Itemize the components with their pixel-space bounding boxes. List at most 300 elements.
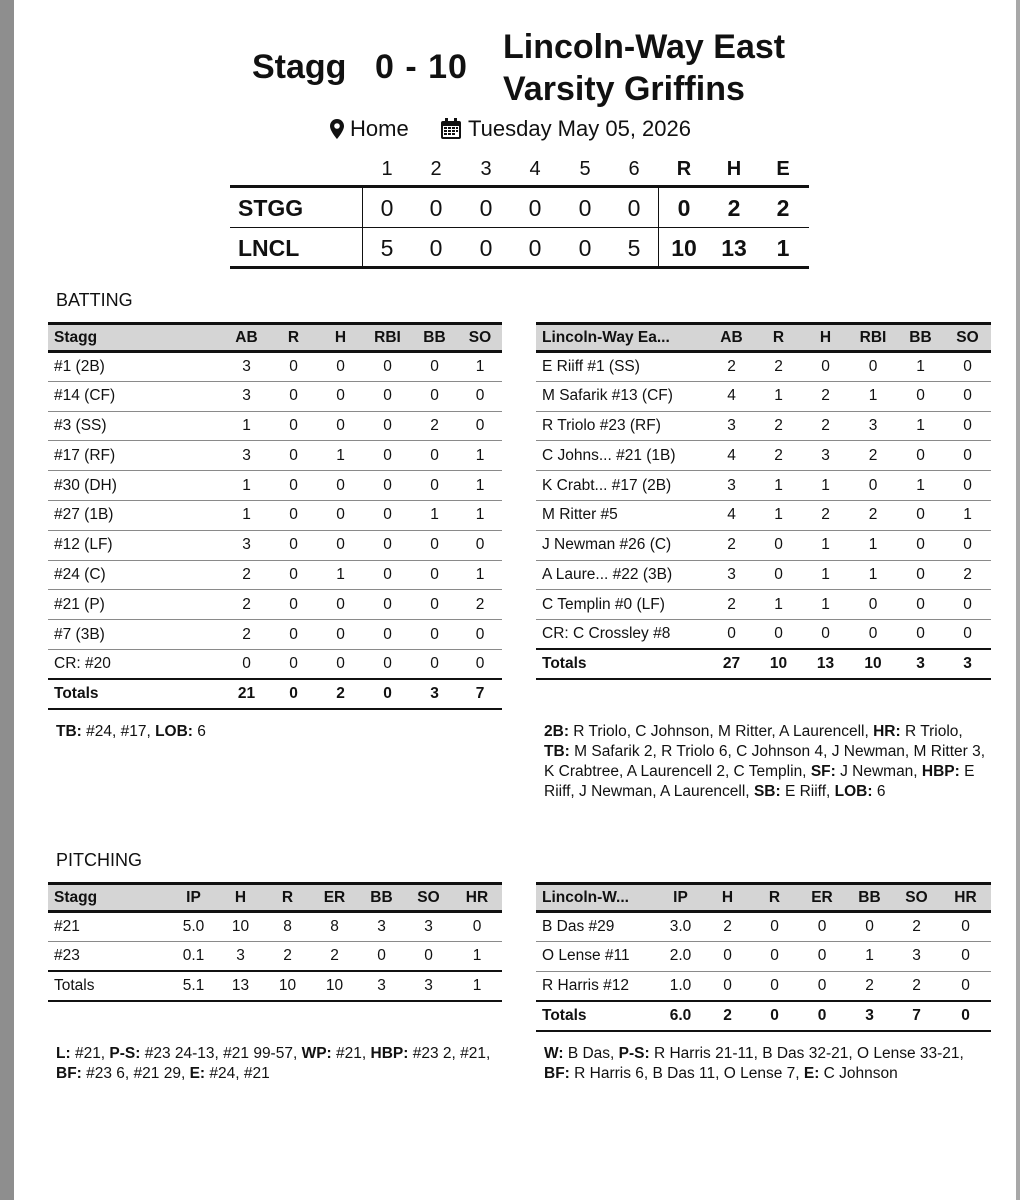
totals-label: Totals bbox=[48, 679, 223, 709]
table-row bbox=[48, 912, 502, 942]
stat-cell: 2 bbox=[893, 912, 940, 942]
note-text: 6 bbox=[872, 783, 886, 800]
linescore-team: LNCL bbox=[238, 235, 300, 261]
column-header: BB bbox=[897, 324, 944, 352]
stat-cell: 0 bbox=[411, 530, 458, 560]
stat-cell: 2 bbox=[708, 590, 755, 620]
totals-cell: 21 bbox=[223, 679, 270, 709]
column-header: Lincoln-W... bbox=[536, 884, 657, 912]
note-label: TB: bbox=[56, 723, 82, 740]
game-date bbox=[440, 116, 691, 142]
date-text: Tuesday May 05, 2026 bbox=[468, 116, 691, 141]
totals-cell: 3 bbox=[411, 679, 458, 709]
home-team-name: Stagg bbox=[252, 48, 347, 86]
player-name: #12 (LF) bbox=[48, 530, 223, 560]
stat-cell: 0 bbox=[944, 441, 991, 471]
stat-cell: 0 bbox=[755, 620, 802, 650]
totals-cell: 10 bbox=[849, 649, 897, 679]
stat-cell: 2 bbox=[708, 530, 755, 560]
player-name: #24 (C) bbox=[48, 560, 223, 590]
stat-cell: 1 bbox=[755, 381, 802, 411]
note-label: HBP: bbox=[921, 763, 960, 780]
column-header: HR bbox=[940, 884, 991, 912]
player-name: CR: #20 bbox=[48, 649, 223, 679]
stat-cell: 0 bbox=[364, 411, 411, 441]
note-label: SF: bbox=[810, 763, 836, 780]
totals-row bbox=[536, 649, 991, 679]
stat-cell: 0 bbox=[270, 560, 317, 590]
player-name: CR: C Crossley #8 bbox=[536, 620, 708, 650]
stat-cell: 0 bbox=[317, 352, 364, 382]
stat-cell: 0 bbox=[317, 381, 364, 411]
stat-cell: 0 bbox=[751, 971, 798, 1001]
game-location bbox=[330, 116, 409, 142]
player-name: R Harris #12 bbox=[536, 971, 657, 1001]
stat-cell: 0 bbox=[849, 590, 897, 620]
stat-cell: 8 bbox=[311, 912, 358, 942]
totals-cell: 13 bbox=[802, 649, 849, 679]
stat-cell: 2 bbox=[755, 441, 802, 471]
note-label: E: bbox=[803, 1065, 820, 1082]
stat-cell: 0 bbox=[364, 471, 411, 501]
stat-cell: 2 bbox=[223, 560, 270, 590]
stat-cell: 0 bbox=[751, 912, 798, 942]
stat-cell: 0 bbox=[270, 500, 317, 530]
stat-cell: 3 bbox=[708, 471, 755, 501]
totals-cell: 3 bbox=[846, 1001, 893, 1031]
note-text: #21, bbox=[331, 1045, 371, 1062]
totals-cell: 0 bbox=[270, 679, 317, 709]
stat-cell: 1 bbox=[317, 441, 364, 471]
stat-cell: 1 bbox=[897, 411, 944, 441]
stat-cell: 2 bbox=[458, 590, 502, 620]
stat-cell: 0 bbox=[317, 411, 364, 441]
linescore-errors: 2 bbox=[776, 195, 790, 221]
column-header: H bbox=[217, 884, 264, 912]
stat-cell: 3 bbox=[802, 441, 849, 471]
stat-cell: 0 bbox=[452, 912, 502, 942]
column-header: HR bbox=[452, 884, 502, 912]
note-label: LOB: bbox=[155, 723, 193, 740]
totals-cell: 2 bbox=[317, 679, 364, 709]
stat-cell: 0 bbox=[270, 441, 317, 471]
stat-cell: 3 bbox=[223, 441, 270, 471]
table-row bbox=[48, 381, 502, 411]
note-text: 6 bbox=[192, 723, 206, 740]
linescore-header-inning-4: 4 bbox=[529, 158, 541, 180]
stat-cell: 2 bbox=[755, 411, 802, 441]
table-row bbox=[536, 441, 991, 471]
stat-cell: 2 bbox=[802, 381, 849, 411]
stat-cell: 1 bbox=[849, 530, 897, 560]
table-row bbox=[48, 352, 502, 382]
stat-cell: 2 bbox=[708, 352, 755, 382]
stat-cell: 0 bbox=[411, 381, 458, 411]
stat-cell: 1 bbox=[458, 471, 502, 501]
totals-cell: 7 bbox=[458, 679, 502, 709]
stat-cell: 0 bbox=[270, 590, 317, 620]
column-header: SO bbox=[944, 324, 991, 352]
stat-cell: 1 bbox=[223, 500, 270, 530]
stat-cell: 3 bbox=[217, 941, 264, 971]
stat-cell: 1 bbox=[317, 560, 364, 590]
player-name: O Lense #11 bbox=[536, 941, 657, 971]
note-text: #23 2, #21, bbox=[408, 1045, 491, 1062]
stat-cell: 5.0 bbox=[170, 912, 217, 942]
player-name: #14 (CF) bbox=[48, 381, 223, 411]
column-header: R bbox=[751, 884, 798, 912]
stat-cell: 0 bbox=[944, 590, 991, 620]
note-text: #23 6, #21 29, bbox=[81, 1065, 190, 1082]
stagg-batting-notes bbox=[56, 722, 496, 742]
note-text: R Triolo, C Johnson, M Ritter, A Laurencell, bbox=[568, 723, 874, 740]
stat-cell: 0 bbox=[897, 620, 944, 650]
stat-cell: 0 bbox=[270, 649, 317, 679]
stat-cell: 0 bbox=[849, 471, 897, 501]
stat-cell: 0 bbox=[364, 441, 411, 471]
stat-cell: 2.0 bbox=[657, 941, 704, 971]
stat-cell: 0 bbox=[944, 411, 991, 441]
note-text: #24, #21 bbox=[205, 1065, 270, 1082]
stat-cell: 1 bbox=[802, 560, 849, 590]
batting-section-title: BATTING bbox=[56, 290, 133, 310]
totals-cell: 0 bbox=[940, 1001, 991, 1031]
totals-label: Totals bbox=[536, 1001, 657, 1031]
stat-cell: 2 bbox=[893, 971, 940, 1001]
stat-cell: 1 bbox=[452, 941, 502, 971]
stat-cell: 1.0 bbox=[657, 971, 704, 1001]
column-header: Lincoln-Way Ea... bbox=[536, 324, 708, 352]
table-row bbox=[536, 620, 991, 650]
table-row bbox=[536, 411, 991, 441]
column-header: RBI bbox=[364, 324, 411, 352]
linescore-header-inning-1: 1 bbox=[381, 158, 393, 180]
stat-cell: 0 bbox=[751, 941, 798, 971]
player-name: B Das #29 bbox=[536, 912, 657, 942]
table-row bbox=[536, 941, 991, 971]
linescore-cell: 0 bbox=[578, 195, 592, 221]
stat-cell: 0 bbox=[364, 620, 411, 650]
linescore-cell: 0 bbox=[429, 195, 443, 221]
stat-cell: 0 bbox=[897, 590, 944, 620]
linescore-cell: 5 bbox=[380, 235, 394, 261]
stat-cell: 1 bbox=[802, 590, 849, 620]
linescore-cell: 0 bbox=[528, 235, 542, 261]
linescore-row-lincoln bbox=[230, 228, 809, 268]
note-label: HBP: bbox=[370, 1045, 409, 1062]
player-name: #7 (3B) bbox=[48, 620, 223, 650]
away-team-line2: Varsity Griffins bbox=[503, 70, 745, 108]
table-row bbox=[536, 971, 991, 1001]
note-label: BF: bbox=[56, 1065, 82, 1082]
linescore-cell: 0 bbox=[479, 235, 493, 261]
totals-cell: 10 bbox=[755, 649, 802, 679]
stat-cell: 1 bbox=[802, 530, 849, 560]
note-text: E Riiff, bbox=[780, 783, 835, 800]
stat-cell: 0 bbox=[317, 500, 364, 530]
stat-cell: 2 bbox=[849, 500, 897, 530]
note-label: SB: bbox=[753, 783, 781, 800]
column-header: SO bbox=[405, 884, 452, 912]
lincoln-pitching-notes bbox=[544, 1044, 984, 1084]
column-header: ER bbox=[311, 884, 358, 912]
linescore-runs: 0 bbox=[677, 195, 691, 221]
note-text: R Harris 21-11, B Das 32-21, O Lense 33-21, bbox=[649, 1045, 964, 1062]
linescore-cell: 0 bbox=[479, 195, 493, 221]
table-row bbox=[48, 471, 502, 501]
pitching-section-title: PITCHING bbox=[56, 850, 143, 870]
totals-cell: 10 bbox=[311, 971, 358, 1001]
totals-row bbox=[48, 971, 502, 1001]
linescore-hits: 2 bbox=[727, 195, 741, 221]
table-row bbox=[536, 471, 991, 501]
totals-label: Totals bbox=[48, 971, 170, 1001]
stat-cell: 2 bbox=[802, 500, 849, 530]
totals-cell: 10 bbox=[264, 971, 311, 1001]
stat-cell: 1 bbox=[755, 590, 802, 620]
away-team-line1: Lincoln-Way East bbox=[503, 28, 786, 66]
stat-cell: 0 bbox=[270, 620, 317, 650]
away-team-name bbox=[503, 26, 785, 110]
stat-cell: 0 bbox=[223, 649, 270, 679]
location-text: Home bbox=[350, 116, 409, 141]
stat-cell: 0 bbox=[798, 941, 846, 971]
note-text: C Johnson bbox=[819, 1065, 898, 1082]
stat-cell: 1 bbox=[897, 471, 944, 501]
linescore-cell: 0 bbox=[627, 195, 641, 221]
stat-cell: 2 bbox=[264, 941, 311, 971]
player-name: R Triolo #23 (RF) bbox=[536, 411, 708, 441]
note-text: E Riiff, J Newman, A Laurencell, bbox=[544, 763, 975, 800]
stat-cell: 0 bbox=[846, 912, 893, 942]
linescore-cell: 0 bbox=[528, 195, 542, 221]
totals-row bbox=[48, 679, 502, 709]
note-label: E: bbox=[189, 1065, 206, 1082]
stat-cell: 1 bbox=[849, 381, 897, 411]
stat-cell: 0 bbox=[458, 381, 502, 411]
player-name: J Newman #26 (C) bbox=[536, 530, 708, 560]
note-label: P-S: bbox=[618, 1045, 650, 1062]
stat-cell: 0 bbox=[317, 590, 364, 620]
totals-cell: 13 bbox=[217, 971, 264, 1001]
linescore-cell: 5 bbox=[627, 235, 641, 261]
linescore-header-runs: R bbox=[676, 158, 692, 180]
stat-cell: 0 bbox=[708, 620, 755, 650]
stat-cell: 10 bbox=[217, 912, 264, 942]
lincoln-batting-table bbox=[536, 322, 991, 680]
stat-cell: 0 bbox=[944, 471, 991, 501]
stat-cell: 4 bbox=[708, 500, 755, 530]
totals-cell: 5.1 bbox=[170, 971, 217, 1001]
player-name: A Laure... #22 (3B) bbox=[536, 560, 708, 590]
player-name: #30 (DH) bbox=[48, 471, 223, 501]
totals-label: Totals bbox=[536, 649, 708, 679]
stat-cell: 0 bbox=[940, 941, 991, 971]
stat-cell: 0 bbox=[364, 649, 411, 679]
stat-cell: 3 bbox=[708, 560, 755, 590]
stat-cell: 0 bbox=[364, 590, 411, 620]
lincoln-batting-notes bbox=[544, 722, 989, 802]
note-text: #21, bbox=[70, 1045, 110, 1062]
table-header-row bbox=[48, 884, 502, 912]
linescore-hits: 13 bbox=[721, 235, 747, 261]
stat-cell: 0 bbox=[411, 560, 458, 590]
stat-cell: 1 bbox=[802, 471, 849, 501]
stat-cell: 0 bbox=[458, 411, 502, 441]
stat-cell: 1 bbox=[944, 500, 991, 530]
column-header: R bbox=[264, 884, 311, 912]
stat-cell: 0 bbox=[944, 620, 991, 650]
linescore-row-stagg bbox=[230, 188, 809, 228]
totals-cell: 0 bbox=[364, 679, 411, 709]
totals-cell: 0 bbox=[798, 1001, 846, 1031]
stat-cell: 0 bbox=[940, 971, 991, 1001]
stat-cell: 0 bbox=[755, 560, 802, 590]
totals-cell: 3 bbox=[358, 971, 405, 1001]
stat-cell: 0 bbox=[317, 620, 364, 650]
stat-cell: 0 bbox=[270, 411, 317, 441]
stat-cell: 0 bbox=[798, 912, 846, 942]
table-row bbox=[536, 560, 991, 590]
stat-cell: 1 bbox=[458, 352, 502, 382]
table-row bbox=[48, 500, 502, 530]
stat-cell: 0 bbox=[364, 352, 411, 382]
stat-cell: 2 bbox=[802, 411, 849, 441]
stat-cell: 3 bbox=[405, 912, 452, 942]
linescore-cell: 0 bbox=[380, 195, 394, 221]
stat-cell: 0 bbox=[849, 620, 897, 650]
stat-cell: 1 bbox=[897, 352, 944, 382]
lincoln-pitching-table bbox=[536, 882, 991, 1032]
stat-cell: 0 bbox=[411, 441, 458, 471]
stat-cell: 4 bbox=[708, 381, 755, 411]
stat-cell: 0 bbox=[405, 941, 452, 971]
stat-cell: 0 bbox=[944, 352, 991, 382]
column-header: R bbox=[270, 324, 317, 352]
totals-cell: 6.0 bbox=[657, 1001, 704, 1031]
stat-cell: 0.1 bbox=[170, 941, 217, 971]
column-header: R bbox=[755, 324, 802, 352]
column-header: BB bbox=[846, 884, 893, 912]
stat-cell: 1 bbox=[223, 471, 270, 501]
linescore-header-inning-2: 2 bbox=[430, 158, 442, 180]
linescore-header-inning-5: 5 bbox=[579, 158, 591, 180]
table-row bbox=[536, 500, 991, 530]
linescore-cell: 0 bbox=[578, 235, 592, 261]
stat-cell: 0 bbox=[897, 560, 944, 590]
map-pin-icon bbox=[330, 119, 344, 139]
column-header: AB bbox=[223, 324, 270, 352]
note-label: LOB: bbox=[834, 783, 873, 800]
stat-cell: 0 bbox=[317, 649, 364, 679]
note-text: J Newman, bbox=[835, 763, 922, 780]
note-text: M Safarik 2, R Triolo 6, C Johnson 4, J Newman, M Ritter 3, K Crabtree, A Laurencell 2, C Templin, bbox=[544, 743, 986, 780]
table-row bbox=[536, 912, 991, 942]
stat-cell: 3 bbox=[893, 941, 940, 971]
player-name: #1 (2B) bbox=[48, 352, 223, 382]
stat-cell: 1 bbox=[755, 500, 802, 530]
column-header: BB bbox=[411, 324, 458, 352]
player-name: #3 (SS) bbox=[48, 411, 223, 441]
note-label: W: bbox=[544, 1045, 564, 1062]
stat-cell: 0 bbox=[897, 500, 944, 530]
stat-cell: 0 bbox=[411, 590, 458, 620]
stat-cell: 1 bbox=[458, 560, 502, 590]
stat-cell: 3 bbox=[358, 912, 405, 942]
note-label: HR: bbox=[873, 723, 901, 740]
player-name: #21 (P) bbox=[48, 590, 223, 620]
note-text: #23 24-13, #21 99-57, bbox=[140, 1045, 302, 1062]
note-label: L: bbox=[56, 1045, 71, 1062]
table-row bbox=[536, 381, 991, 411]
stat-cell: 0 bbox=[364, 500, 411, 530]
stat-cell: 0 bbox=[940, 912, 991, 942]
column-header: IP bbox=[657, 884, 704, 912]
stat-cell: 0 bbox=[411, 352, 458, 382]
stat-cell: 0 bbox=[944, 381, 991, 411]
stat-cell: 2 bbox=[411, 411, 458, 441]
stat-cell: 2 bbox=[944, 560, 991, 590]
linescore-header-hits: H bbox=[726, 158, 742, 180]
stat-cell: 1 bbox=[223, 411, 270, 441]
table-header-row bbox=[48, 324, 502, 352]
column-header: BB bbox=[358, 884, 405, 912]
player-name: M Safarik #13 (CF) bbox=[536, 381, 708, 411]
stat-cell: 1 bbox=[411, 500, 458, 530]
stat-cell: 0 bbox=[897, 381, 944, 411]
stat-cell: 8 bbox=[264, 912, 311, 942]
stat-cell: 2 bbox=[755, 352, 802, 382]
linescore-header-errors: E bbox=[776, 158, 790, 180]
table-row bbox=[48, 649, 502, 679]
stat-cell: 0 bbox=[364, 381, 411, 411]
player-name: C Johns... #21 (1B) bbox=[536, 441, 708, 471]
stat-cell: 1 bbox=[458, 441, 502, 471]
totals-cell: 3 bbox=[897, 649, 944, 679]
totals-cell: 0 bbox=[751, 1001, 798, 1031]
column-header: SO bbox=[458, 324, 502, 352]
totals-cell: 27 bbox=[708, 649, 755, 679]
linescore-team: STGG bbox=[238, 195, 304, 221]
stat-cell: 0 bbox=[270, 530, 317, 560]
totals-cell: 3 bbox=[405, 971, 452, 1001]
table-header-row bbox=[536, 884, 991, 912]
table-row bbox=[536, 352, 991, 382]
player-name: E Riiff #1 (SS) bbox=[536, 352, 708, 382]
totals-cell: 7 bbox=[893, 1001, 940, 1031]
note-label: 2B: bbox=[544, 723, 569, 740]
stat-cell: 3 bbox=[223, 381, 270, 411]
stat-cell: 0 bbox=[364, 530, 411, 560]
player-name: C Templin #0 (LF) bbox=[536, 590, 708, 620]
stat-cell: 3 bbox=[223, 530, 270, 560]
stat-cell: 0 bbox=[802, 620, 849, 650]
stat-cell: 0 bbox=[798, 971, 846, 1001]
column-header: AB bbox=[708, 324, 755, 352]
column-header: IP bbox=[170, 884, 217, 912]
column-header: SO bbox=[893, 884, 940, 912]
linescore-cell: 0 bbox=[429, 235, 443, 261]
stat-cell: 3.0 bbox=[657, 912, 704, 942]
note-text: R Harris 6, B Das 11, O Lense 7, bbox=[569, 1065, 804, 1082]
stat-cell: 4 bbox=[708, 441, 755, 471]
totals-cell: 1 bbox=[452, 971, 502, 1001]
stat-cell: 0 bbox=[897, 441, 944, 471]
note-label: BF: bbox=[544, 1065, 570, 1082]
note-text: #24, #17, bbox=[81, 723, 156, 740]
player-name: #23 bbox=[48, 941, 170, 971]
table-row bbox=[48, 941, 502, 971]
